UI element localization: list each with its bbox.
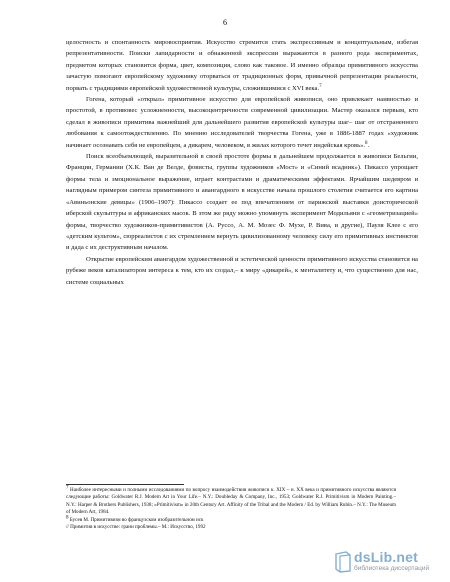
paragraph-text: целостность и спонтанность мировосприятия. Искусство стремится стать экспрессивным и концептуальным, избегая репрезентативности. Поиски лапидарности и обнаженной экспрессии выражаются в разного рода экспериментах, предметом которых становится форма, цвет, композиция, слово как таковое. И именно образцы примитивного искусства зачастую помогают европейскому художнику оторваться от традиционных форм, привычной репрезентации реальности, порвать с традициями европейской художественной культуры, сложившимися с XVI века. xyxy=(66,39,418,92)
paragraph-text: Открытие европейским авангардом художественной и эстетической ценности примитивного искусства становится на рубеже веков катализатором интереса к тем, кто их создал,– к миру «дикарей», к менталитету и, что существенно для нас, системе социальных xyxy=(66,255,418,286)
watermark xyxy=(334,548,442,576)
paragraph: Гогена, который «открыл» примитивное искусство для европейской живописи, оно привлекает наивностью и простотой, в противовес усложненности, высокоцентричности современной цивилизации. Мастер оказался первым, кто сделал в живописи примитива важнейший для дальнейшего развития европейской культуры шаг– шаг от отстраненного любования к самоотождествлению. По мнению исследователей творчества Гогена, уже в 1886-1887 годах «художник начинает осознавать себя не европейцем, а дикарем, человеком, в жилах которого течет индейская кровь».$^8$. xyxy=(66,96,418,149)
footnote-ref[interactable]: 7 xyxy=(319,83,322,89)
paragraph-text: Гогена, который «открыл» примитивное искусство для европейской живописи, оно привлекает наивностью и простотой, в противовес усложненности, высокоцентричности современной цивилизации. Мастер оказался первым, кто сделал в живописи примитива важнейший для дальнейшего развития европейской культуры шаг– шаг от отстраненного любования к самоотождествлению. По мнению исследователей творчества Гогена, уже в 1886-1887 годах «художник начинает осознавать себя не европейцем, а дикарем, человеком, в жилах которого течет индейская кровь». xyxy=(66,96,418,149)
paragraph xyxy=(66,151,418,254)
watermark-site: dsLib.net xyxy=(354,549,419,565)
footnote-text: // Примитив в искусстве: грани проблемы.– М.: Искусство, 1992 xyxy=(66,524,206,531)
paragraph xyxy=(66,37,418,94)
footnote-divider xyxy=(66,484,184,485)
page-number: 6 xyxy=(223,18,227,27)
footnote-marker: 7 xyxy=(66,485,69,491)
watermark-subtitle: библиотека диссертаций xyxy=(354,565,430,572)
footnote xyxy=(66,524,396,531)
footnotes xyxy=(66,487,396,531)
footnote-text: Наиболее интересными и полными исследованиями по вопросу взаимодействия живописи к. XIX – н. XX века и примитивного искусства являются следующие работы: Goldwater R.J. Modern Art in Your Life.– N.Y.: Doubleday & Company, Inc., 1953; Goldwater R.J. Primitivism in Modern Painting.– N.Y.: Harper & Brothers Publishers, 1938; «Primitivism» in 20th Century Art. Affinity of the Tribal and the Modern / Ed. by William Rubin.– N.Y.: The Museum of Modern Art, 1984. xyxy=(66,487,396,516)
footnote-marker: 8 xyxy=(66,514,69,520)
footnote-ref[interactable]: 8 xyxy=(365,140,368,146)
paragraph xyxy=(66,254,418,288)
book-icon xyxy=(334,551,352,573)
body-text xyxy=(66,37,418,288)
paragraph-text: Поиск всеобъемлющей, выразительной в своей простоте формы в дальнейшем продолжается в живописи Бельгии, Франции, Германии (Х.К. Ван де Велде, фовисты, группы художников «Мост» и «Синий всадник»). Пикассо упрощает формы тела и эмоциональное выражение, играет контрастами и драматическими эффектами. Ярчайшим шедевром и наглядным примером синтеза примитивного и авангардного в искусстве начала прошлого столетия считается его картина «Авиньонские девицы» (1906–1907): Пикассо создает ее под впечатлением от парижской выставки доисторической иберской скульптуры и африканских масок. В этом же ряду можно упомянуть эксперимент Модильяни с «геометризацией» формы, творчество художников-примитивистов (А. Руссо, А. М. Мозес Ф. Мухе, Р. Вива, и другие), Пауля Клее с его «детским культом», сюрреалистов с их стремлением вернуть цивилизованному человеку силу его примитивных инстинктов и дада с их деструктивным началом. xyxy=(66,153,418,252)
footnote xyxy=(66,514,396,524)
footnote xyxy=(66,487,396,517)
footnote-text: Бусев М. Примитивизм во французском изобразительном иск xyxy=(69,516,204,523)
